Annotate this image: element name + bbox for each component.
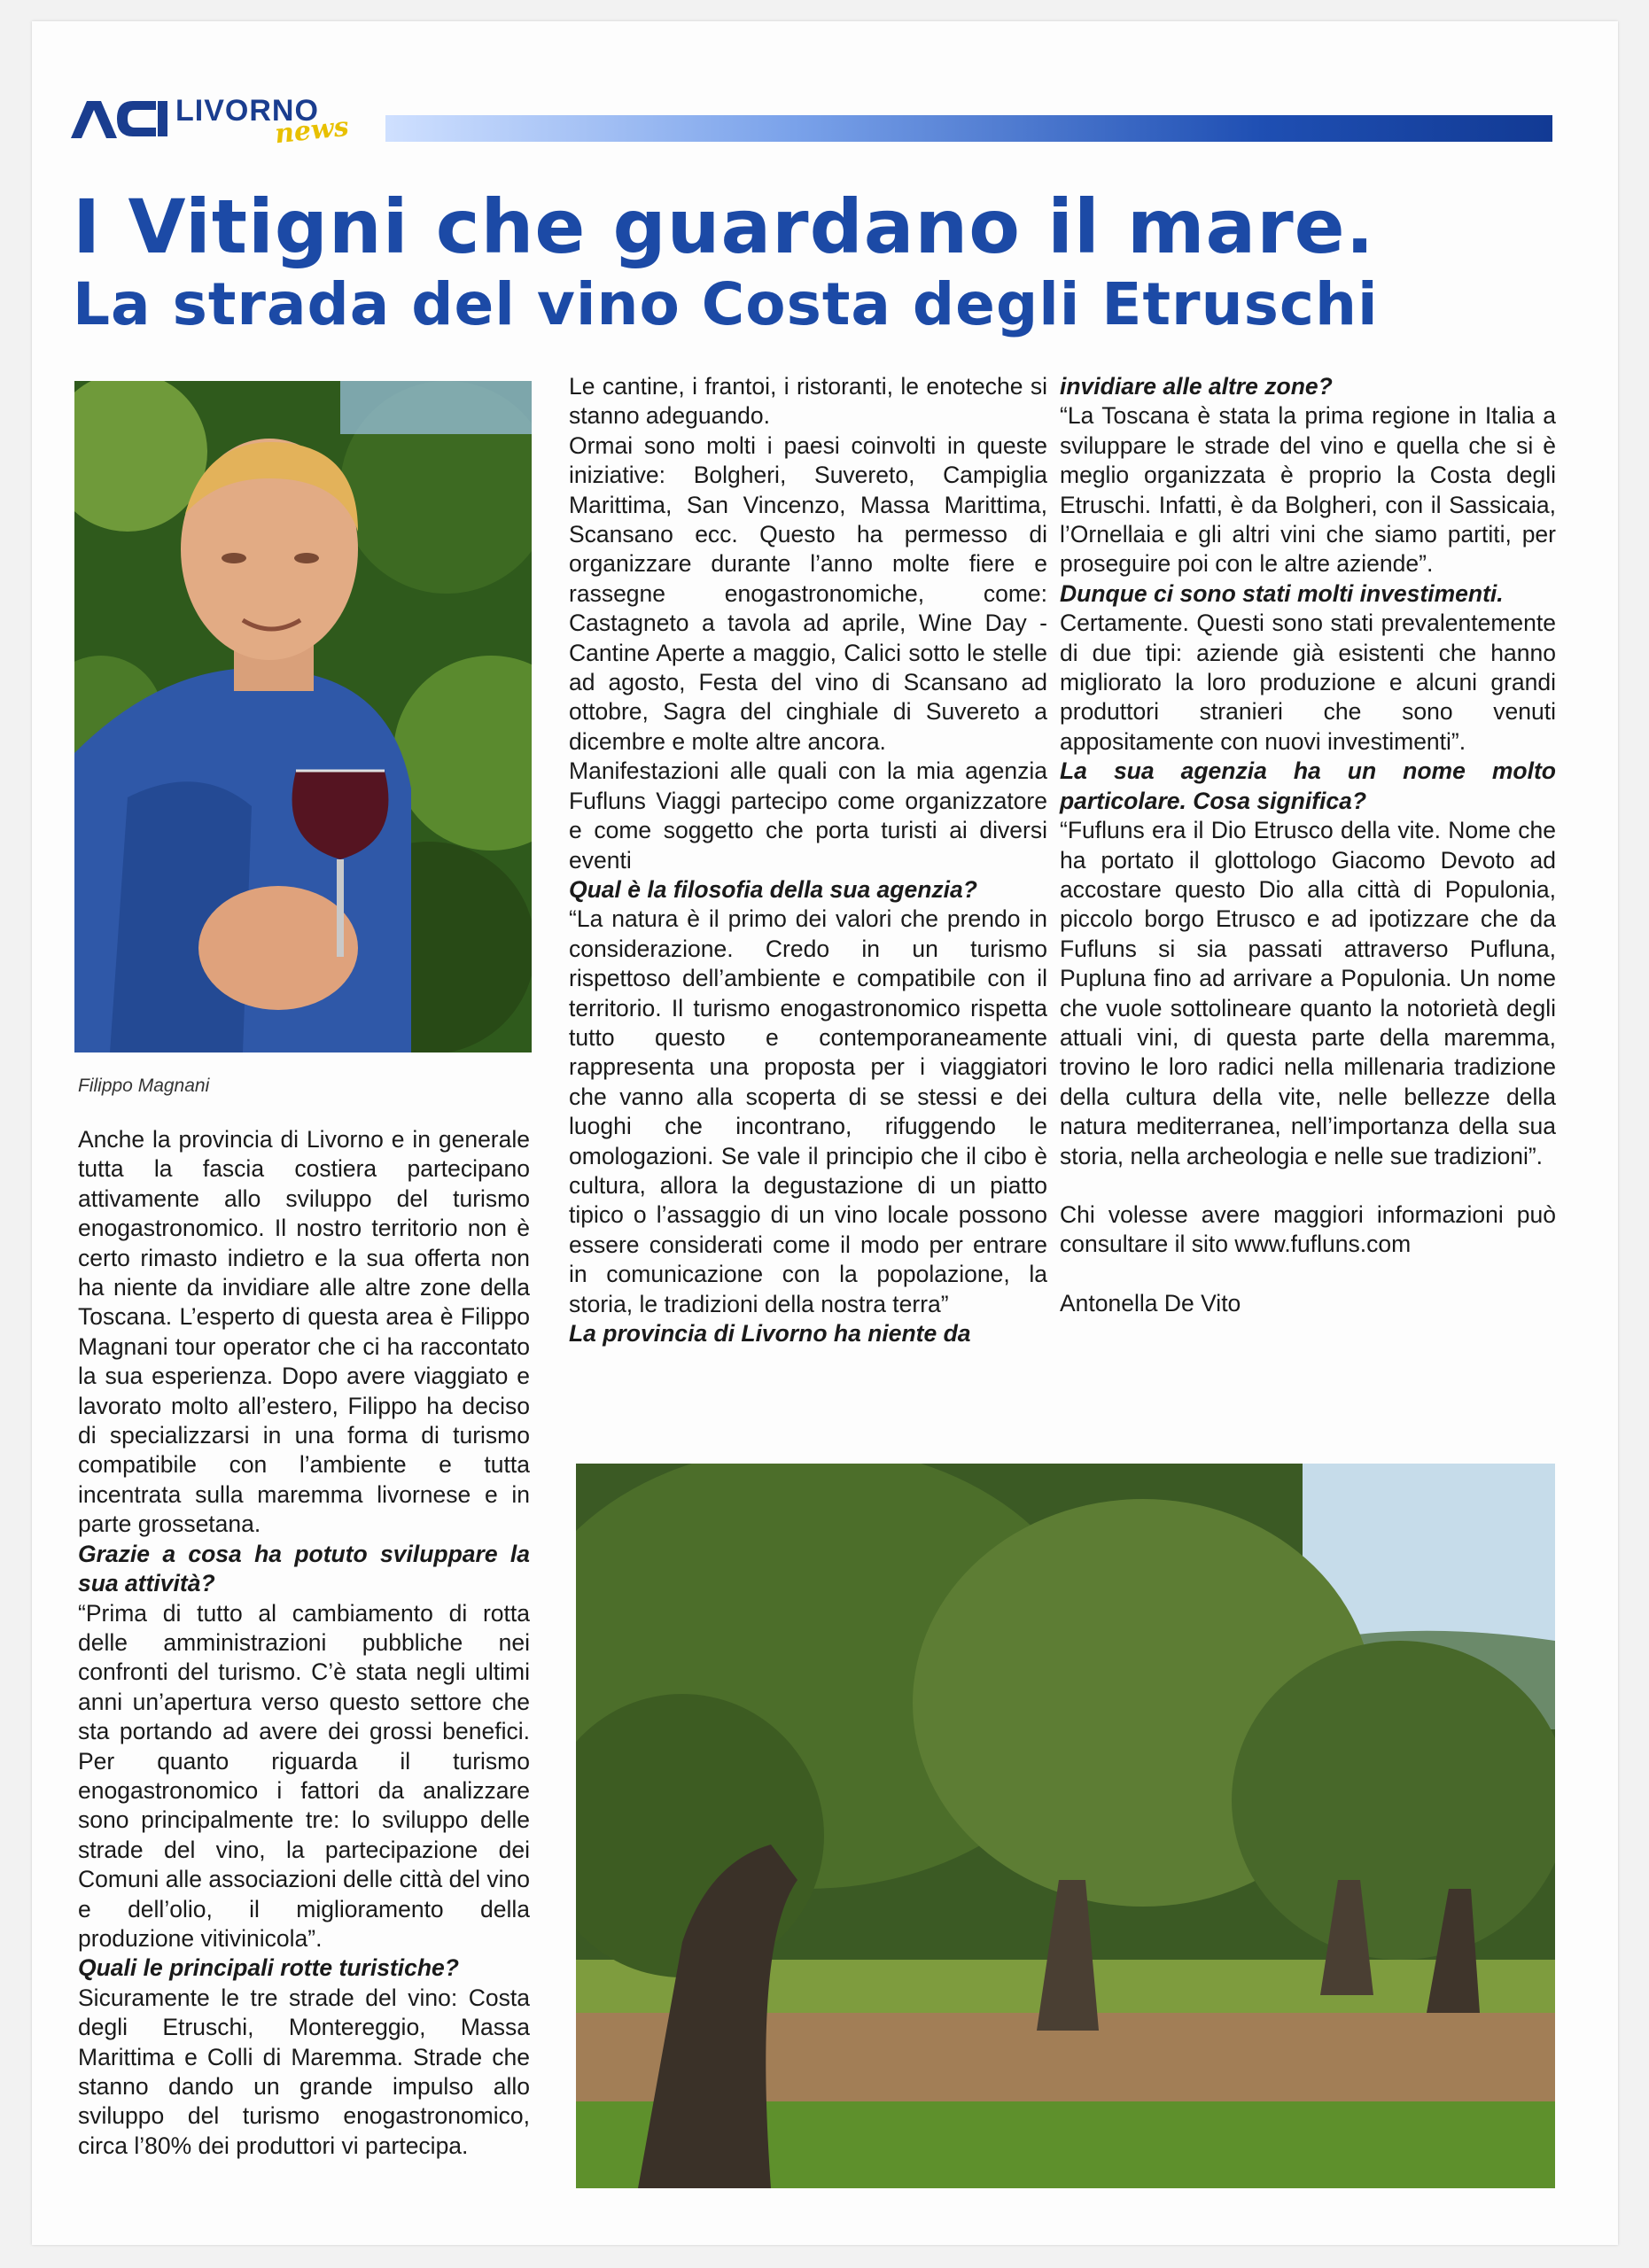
paragraph: “Prima di tutto al cambiamento di rotta delle amministrazioni pubbliche nei confronti del turismo. C’è stata negli ultimi anni un’apertura verso questo settore che sta portando ad avere dei grossi benefici. Per quanto riguarda il turismo enogastronomico i fattori da analizzare sono principalmente tre: lo sviluppo delle strade del vino, la partecipazione dei Comuni alle associazioni delle città del vino e dell’olio, il miglioramento della produzione vitivinicola”. [78, 1599, 530, 1952]
masthead [71, 89, 1552, 151]
interview-question: La provincia di Livorno ha niente da [569, 1320, 971, 1347]
paragraph: Certamente. Questi sono stati prevalentemente di due tipi: aziende già esistenti che hanno migliorato la loro produzione e alcuni grandi produttori stranieri che sono venuti appositamente con nuovi investimenti”. [1060, 610, 1556, 755]
paragraph: “Fufluns era il Dio Etrusco della vite. Nome che ha portato il glottologo Giacomo Devoto ad accostare questo Dio alla città di Populonia, piccolo borgo Etrusco e ad ipotizzare che da Fufluns si sia passati attraverso Pufluna, Pupluna fino ad arrivare a Populonia. Un nome che vuole sottolineare quanto la notorietà degli attuali vini, di questa parte della maremma, trovino le loro radici nella millenaria tradizione della cultura della vite, nelle bellezze della natura mediterranea, nell’importanza della sua storia, nella archeologia e nelle sue tradizioni”. [1060, 817, 1556, 1169]
interview-question: invidiare alle altre zone? [1060, 373, 1333, 400]
paragraph: Manifestazioni alle quali con la mia agenzia Fufluns Viaggi partecipo come organizzatore e come soggetto che porta turisti ai diversi eventi [569, 757, 1047, 874]
paragraph: “La Toscana è stata la prima regione in Italia a sviluppare le strade del vino e quella che si è meglio organizzata è proprio la Costa degli Etruschi. Infatti, è da Bolgheri, con il Sassicaia, l’Ornellaia e gli altri vini che siamo partiti, per proseguire poi con le altre aziende”. [1060, 402, 1556, 578]
interview-question: Qual è la filosofia della sua agenzia? [569, 875, 977, 903]
article-subtitle: La strada del vino Costa degli Etruschi [73, 270, 1379, 338]
portrait-photo [74, 381, 532, 1052]
article-column-3 [1060, 372, 1556, 1318]
author-name: Antonella De Vito [1060, 1289, 1241, 1317]
olive-grove-illustration [576, 1464, 1555, 2188]
interview-question: Grazie a cosa ha potuto sviluppare la sua attività? [78, 1540, 530, 1597]
header-gradient-bar [385, 115, 1552, 142]
paragraph: Sicuramente le tre strade del vino: Costa degli Etruschi, Montereggio, Massa Marittima e Colli di Maremma. Strade che stanno dando un grande impulso allo sviluppo del turismo enogastronomico, circa l’80% dei produttori vi partecipa. [78, 1984, 530, 2159]
article-column-2 [569, 372, 1047, 1348]
logo-text: LIVORNO [175, 94, 319, 128]
paragraph: Ormai sono molti i paesi coinvolti in queste iniziative: Bolgheri, Suvereto, Campiglia Marittima, San Vincenzo, Massa Marittima, Scansano ecc. Questo ha permesso di organizzare durante l’anno molte fiere e rassegne enogastronomiche, come: Castagneto a tavola ad aprile, Wine Day - Cantine Aperte a maggio, Calici sotto le stelle ad agosto, Festa del vino di Scansano ad ottobre, Sagra del cinghiale di Suvereto a dicembre e molte altre ancora. [569, 431, 1047, 755]
paragraph: “La natura è il primo dei valori che prendo in considerazione. Credo in un turismo rispettoso dell’ambiente e compatibile con il territorio. Il turismo enogastronomico rispetta tutto questo e contemporaneamente rappresenta una proposta per i viaggiatori che vanno alla scoperta di se stessi e dei luoghi che incontrano, rifuggendo le omologazioni. Se vale il principio che il cibo è cultura, allora la degustazione di un piatto tipico o l’assaggio di un vino locale possono essere considerati come il modo per entrare in comunicazione con la popolazione, la storia, le tradizioni della nostra terra” [569, 905, 1047, 1317]
interview-question: Dunque ci sono stati molti investimenti. [1060, 579, 1504, 607]
logo-news: news [273, 111, 351, 151]
interview-question: La sua agenzia ha un nome molto particolare. Cosa significa? [1060, 757, 1556, 814]
article-title: I Vitigni che guardano il mare. [73, 183, 1375, 270]
photo-caption: Filippo Magnani [78, 1076, 210, 1096]
spacer [1060, 1171, 1556, 1200]
interview-question: Quali le principali rotte turistiche? [78, 1954, 459, 1982]
paragraph: Anche la provincia di Livorno e in generale tutta la fascia costiera partecipano attivamente allo sviluppo del turismo enogastronomico. Il nostro territorio non è certo rimasto indietro e la sua offerta non ha niente da invidiare alle altre zone della Toscana. L’esperto di questa area è Filippo Magnani tour operator che ci ha raccontato la sua esperienza. Dopo avere viaggiato e lavorato molto all’estero, Filippo ha deciso di specializzarsi in una forma di turismo compatibile con l’ambiente e tutta incentrata sulla maremma livornese e in parte grossetana. [78, 1126, 530, 1538]
aci-logo-icon [71, 97, 168, 140]
article-column-1 [78, 1125, 530, 2161]
portrait-illustration [74, 381, 532, 1052]
paragraph: Le cantine, i frantoi, i ristoranti, le enoteche si stanno adeguando. [569, 373, 1047, 430]
olive-grove-photo [576, 1464, 1555, 2188]
spacer [1060, 1260, 1556, 1289]
contact-info: Chi volesse avere maggiori informazioni può consultare il sito www.fufluns.com [1060, 1200, 1556, 1258]
